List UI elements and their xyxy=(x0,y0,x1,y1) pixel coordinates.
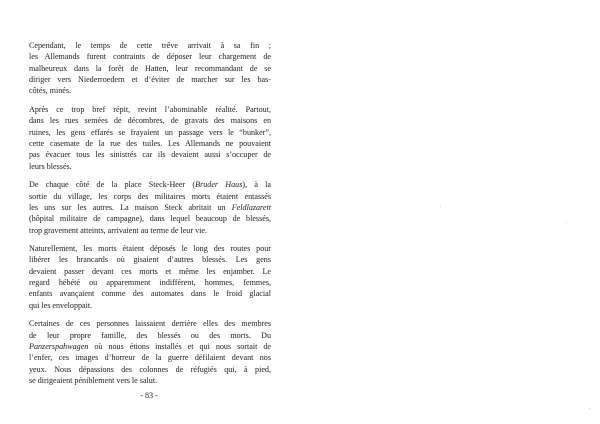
text-line: qui les enveloppait. xyxy=(29,300,93,310)
italic-term-feldlazarett: Feldlazarett xyxy=(231,202,271,212)
italic-term-bruder-haus: Bruder Haus xyxy=(195,180,243,190)
text-line: l’enfer, ces images d’horreur de la guerre défilaient devant nos xyxy=(29,353,271,363)
paragraph-1 xyxy=(29,40,271,97)
text-line: diriger vers Niederroedern et d’éviter de marcher sur les bas- xyxy=(29,75,271,85)
text-line: sortie du village, les corps des militaires morts étaient entassés xyxy=(29,191,271,201)
text-line: ruines, les gens effarés se frayaient un passage vers le “bunker”, xyxy=(29,127,271,137)
text-segment: De chaque côté de la place Steck-Heer ( xyxy=(29,180,196,190)
italic-term-panzerspahwagen: Panzerspahwagen xyxy=(29,342,89,351)
text-line: Après ce trop bref répit, revint l’abominable réalité. Partout, xyxy=(29,104,271,114)
text-line: yeux. Nous dépassions des colonnes de réfugiés qui, à pied, xyxy=(29,364,271,374)
text-line: les Allemands furent contraints de déposer leur chargement de xyxy=(29,52,271,62)
text-line: (hôpital militaire de campagne), dans lequel beaucoup de blessés, xyxy=(29,214,271,224)
text-segment: où nous étions installés et qui nous sortait de xyxy=(88,342,271,351)
paragraph-4 xyxy=(29,243,271,311)
paragraph-5 xyxy=(29,318,271,386)
text-line xyxy=(29,341,271,352)
text-line: leurs blessés. xyxy=(29,161,72,171)
text-line: trop gravement atteints, arrivaient au terme de leur vie. xyxy=(29,225,207,235)
paragraph-3 xyxy=(29,179,271,236)
text-line: Naturellement, les morts étaient déposés le long des routes pour xyxy=(29,244,271,254)
text-line: de leur propre famille, des blessés ou des morts. Du xyxy=(29,330,271,340)
text-line: malheureux dans la forêt de Hatten, leur recommandant de se xyxy=(29,63,271,73)
text-line xyxy=(29,202,271,213)
text-line: se dirigeaient péniblement vers le salut. xyxy=(29,376,158,386)
text-line: enfants avançaient comme des automates dans le froid glacial xyxy=(29,289,271,299)
text-line: cette casemate de la rue des tuiles. Les Allemands ne pouvaient xyxy=(29,138,271,148)
paper-speck xyxy=(440,206,441,207)
left-page-text-block xyxy=(29,40,271,394)
paragraph-2 xyxy=(29,104,271,172)
text-line: dans les rues semées de décombres, de gravats des maisons en xyxy=(29,116,271,126)
text-segment: ), à la xyxy=(242,180,272,190)
text-line: pas évacuer tous les sinistrés car ils devaient aussi s’occuper de xyxy=(29,150,271,160)
paper-speck xyxy=(589,408,590,409)
text-line: regard hébété ou apparemment indifférent, hommes, femmes, xyxy=(29,278,271,288)
text-line: Certaines de ces personnes laissaient derrière elles des membres xyxy=(29,319,271,329)
page-number: - 83 - xyxy=(140,391,158,400)
text-line xyxy=(29,179,271,190)
text-segment: les uns sur les autres. La maison Steck abritait un xyxy=(29,202,232,212)
text-line: Cependant, le temps de cette trêve arrivait à sa fin ; xyxy=(29,41,271,50)
text-line: libérer les brancards où gisaient d’autres blessés. Les gens xyxy=(29,255,271,265)
text-line: devaient passer devant ces morts et même les enjamber. Le xyxy=(29,266,271,276)
text-line: côtés, minés. xyxy=(29,86,72,96)
paper-speck xyxy=(566,222,567,223)
